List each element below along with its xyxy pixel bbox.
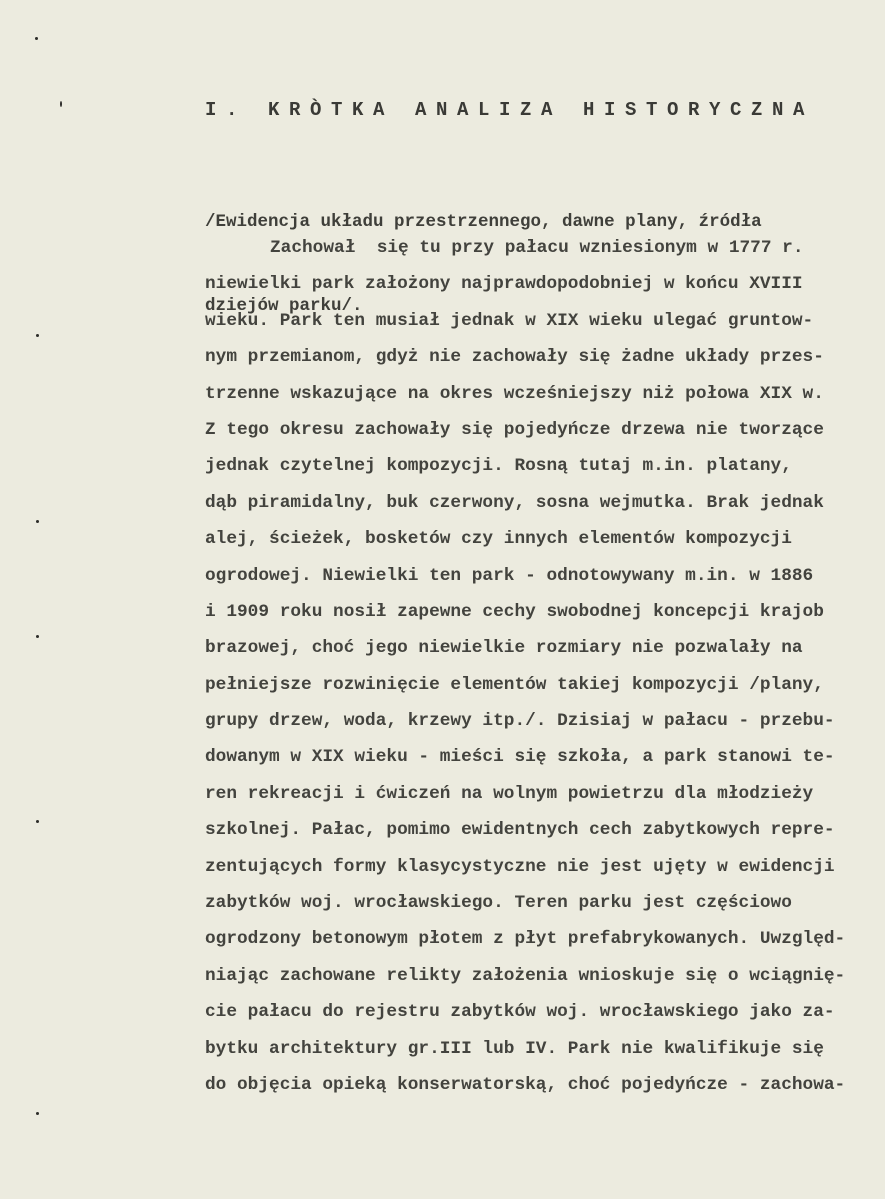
text-line: dowanym w XIX wieku - mieści się szkoła, a park stanowi te- bbox=[205, 747, 835, 768]
text-line: trzenne wskazujące na okres wcześniejszy niż połowa XIX w. bbox=[205, 383, 824, 404]
text-line: Z tego okresu zachowały się pojedyńcze drzewa nie tworzące bbox=[205, 419, 824, 440]
subtitle-line: /Ewidencja układu przestrzennego, dawne plany, źródła bbox=[205, 212, 762, 232]
text-line: Zachował się tu przy pałacu wzniesionym w 1777 r. bbox=[270, 238, 804, 258]
margin-dot bbox=[36, 520, 39, 523]
margin-dot bbox=[36, 820, 39, 823]
text-line: jednak czytelnej kompozycji. Rosną tutaj m.in. platany, bbox=[205, 456, 792, 477]
text-line: niewielki park założony najprawdopodobniej w końcu XVIII bbox=[205, 274, 803, 295]
margin-dot bbox=[36, 334, 39, 337]
text-line: zabytków woj. wrocławskiego. Teren parku jest częściowo bbox=[205, 893, 792, 914]
text-line: brazowej, choć jego niewielkie rozmiary nie pozwalały na bbox=[205, 638, 803, 659]
text-line: grupy drzew, woda, krzewy itp./. Dzisiaj w pałacu - przebu- bbox=[205, 711, 835, 732]
text-line: wieku. Park ten musiał jednak w XIX wieku ulegać gruntow- bbox=[205, 310, 814, 331]
text-line: pełniejsze rozwinięcie elementów takiej kompozycji /plany, bbox=[205, 674, 824, 695]
margin-dot bbox=[36, 635, 39, 638]
text-line: ogrodowej. Niewielki ten park - odnotowywany m.in. w 1886 bbox=[205, 565, 814, 586]
text-line: szkolnej. Pałac, pomimo ewidentnych cech zabytkowych repre- bbox=[205, 820, 835, 841]
text-line: niając zachowane relikty założenia wnioskuje się o wciągnię- bbox=[205, 965, 846, 986]
text-line: ogrodzony betonowym płotem z płyt prefabrykowanych. Uwzględ- bbox=[205, 929, 846, 950]
text-line: zentujących formy klasycystyczne nie jest ujęty w ewidencji bbox=[205, 856, 835, 877]
margin-dot bbox=[60, 101, 62, 107]
text-line: ren rekreacji i ćwiczeń na wolnym powietrzu dla młodzieży bbox=[205, 783, 814, 804]
body-text bbox=[205, 230, 845, 1103]
text-line: i 1909 roku nosił zapewne cechy swobodnej koncepcji krajob bbox=[205, 601, 824, 622]
section-heading: I. KRÒTKA ANALIZA HISTORYCZNA bbox=[205, 99, 815, 121]
margin-dot bbox=[35, 37, 38, 40]
subtitle-line: dziejów parku/. bbox=[205, 296, 363, 316]
margin-dot bbox=[36, 1112, 39, 1115]
text-line: alej, ścieżek, bosketów czy innych elementów kompozycji bbox=[205, 529, 792, 550]
text-line: bytku architektury gr.III lub IV. Park nie kwalifikuje się bbox=[205, 1038, 824, 1059]
text-line: cie pałacu do rejestru zabytków woj. wrocławskiego jako za- bbox=[205, 1002, 835, 1023]
text-line: dąb piramidalny, buk czerwony, sosna wejmutka. Brak jednak bbox=[205, 492, 824, 513]
text-line: do objęcia opieką konserwatorską, choć pojedyńcze - zachowa- bbox=[205, 1074, 846, 1095]
text-line: nym przemianom, gdyż nie zachowały się żadne układy przes- bbox=[205, 347, 824, 368]
